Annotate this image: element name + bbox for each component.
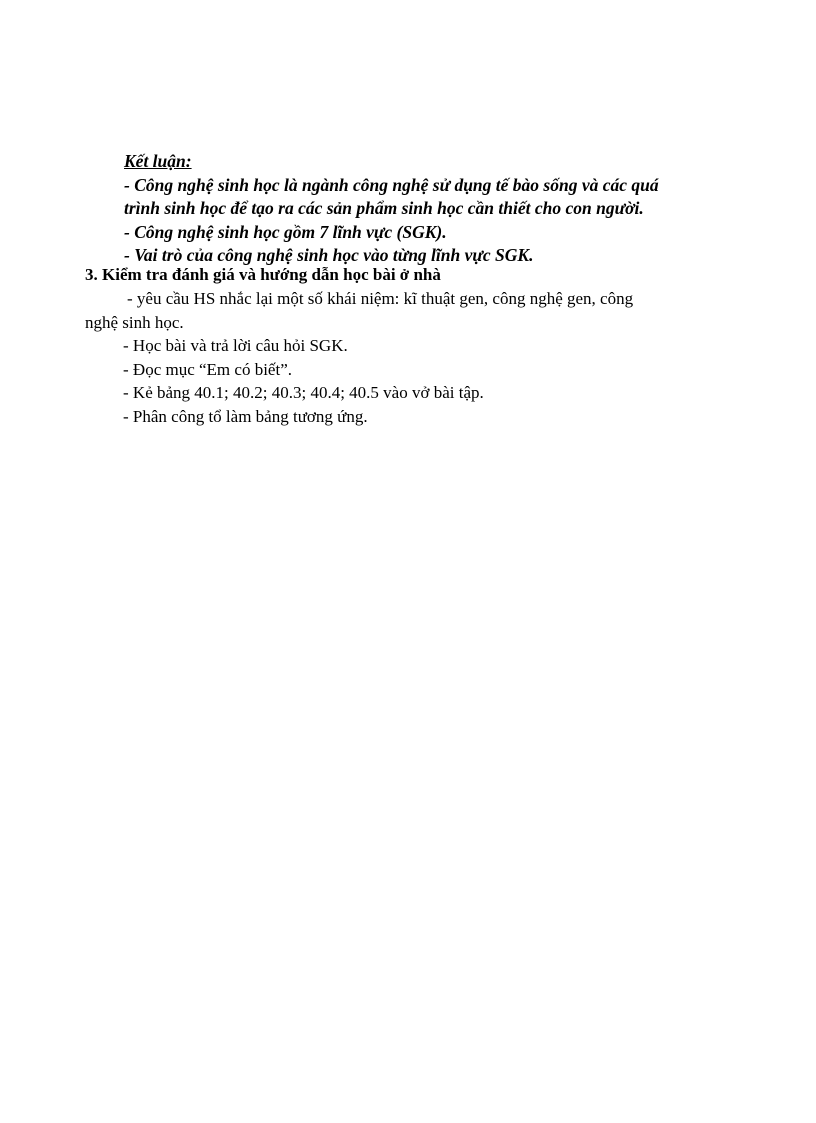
conclusion-line: trình sinh học để tạo ra các sản phẩm sinh học cần thiết cho con người. (124, 198, 644, 218)
homework-block (85, 287, 705, 428)
homework-item: - Học bài và trả lời câu hỏi SGK. (123, 336, 348, 355)
section-title: 3. Kiểm tra đánh giá và hướng dẫn học bài ở nhà (85, 265, 441, 284)
conclusion-block (124, 150, 724, 268)
homework-line: - yêu cầu HS nhắc lại một số khái niệm: kĩ thuật gen, công nghệ gen, công (127, 289, 634, 308)
conclusion-heading: Kết luận: (124, 151, 192, 171)
homework-item: - Kẻ bảng 40.1; 40.2; 40.3; 40.4; 40.5 vào vở bài tập. (123, 383, 484, 402)
homework-item: - Phân công tổ làm bảng tương ứng. (123, 406, 368, 426)
homework-item: - Đọc mục “Em có biết”. (123, 359, 292, 379)
conclusion-line: - Công nghệ sinh học là ngành công nghệ sử dụng tế bào sống và các quá (124, 174, 659, 195)
conclusion-line: - Công nghệ sinh học gồm 7 lĩnh vực (SGK). (124, 221, 447, 242)
homework-line: nghệ sinh học. (85, 312, 184, 332)
conclusion-line: - Vai trò của công nghệ sinh học vào từng lĩnh vực SGK. (124, 245, 534, 265)
